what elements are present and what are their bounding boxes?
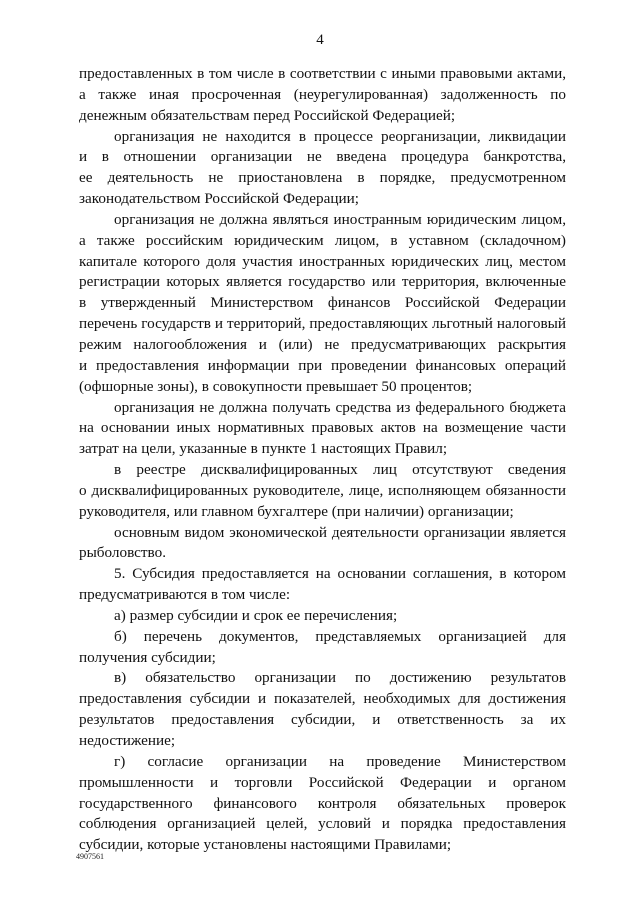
- text-line: режим налогообложения и (или) не предусматривающих раскрытия: [79, 335, 566, 353]
- text-line: и в отношении организации не введена процедура банкротства,: [79, 148, 566, 166]
- text-line: государственного финансового контроля обязательных проверок: [79, 794, 566, 812]
- text-line: рыболовство.: [79, 544, 167, 562]
- text-line: регистрации которых является государство или территория, включенные: [79, 273, 566, 291]
- text-line: капитале которого доля участия иностранных юридических лиц, местом: [79, 252, 566, 270]
- text-line: субсидии, которые установлены настоящими Правилами;: [79, 836, 452, 854]
- text-line: предусматриваются в том числе:: [79, 586, 291, 604]
- text-line: и предоставления информации при проведении финансовых операций: [79, 356, 566, 374]
- text-line: предоставленных в том числе в соответствии с иными правовыми актами,: [79, 65, 566, 82]
- text-line: о дисквалифицированных руководителе, лице, исполняющем обязанности: [79, 481, 566, 499]
- text-line: на основании иных нормативных правовых актов на возмещение части: [79, 419, 566, 437]
- paragraph: [79, 752, 566, 856]
- text-line: б) перечень документов, представляемых организацией для: [114, 627, 566, 645]
- document-body: [79, 64, 566, 856]
- paragraph: [79, 127, 566, 210]
- text-line: предоставления субсидии и показателей, необходимых для достижения: [79, 690, 566, 708]
- text-line: законодательством Российской Федерации;: [79, 190, 359, 208]
- text-line: соблюдения организацией целей, условий и порядка предоставления: [79, 815, 566, 833]
- text-line: организация не должна являться иностранным юридическим лицом,: [114, 210, 566, 228]
- document-code: 4907561: [76, 852, 104, 861]
- text-line: получения субсидии;: [79, 648, 216, 666]
- text-line: в утвержденный Министерством финансов Российской Федерации: [79, 294, 566, 312]
- paragraph: [79, 564, 566, 606]
- text-line: основным видом экономической деятельности организации является: [114, 523, 566, 541]
- text-line: в реестре дисквалифицированных лиц отсутствуют сведения: [114, 461, 566, 479]
- page-number: 4: [316, 32, 324, 48]
- text-line: а также иная просроченная (неурегулированная) задолженность по: [79, 85, 566, 103]
- text-line: перечень государств и территорий, предоставляющих льготный налоговый: [79, 315, 566, 333]
- paragraph: [79, 398, 566, 461]
- text-line: а также российским юридическим лицом, в уставном (складочном): [79, 231, 566, 249]
- text-line: г) согласие организации на проведение Министерством: [114, 752, 566, 770]
- text-line: денежным обязательствам перед Российской Федерацией;: [79, 106, 456, 124]
- paragraph: [79, 210, 566, 398]
- paragraph: [79, 627, 566, 669]
- paragraph: [79, 668, 566, 751]
- text-line: организация не должна получать средства из федерального бюджета: [114, 398, 566, 416]
- text-line: недостижение;: [79, 732, 176, 749]
- text-line: 5. Субсидия предоставляется на основании соглашения, в котором: [114, 565, 566, 583]
- text-line: организация не находится в процессе реорганизации, ликвидации: [114, 127, 566, 145]
- paragraph: [79, 64, 566, 127]
- text-line: в) обязательство организации по достижению результатов: [114, 669, 566, 687]
- text-line: результатов предоставления субсидии, и ответственность за их: [79, 711, 566, 729]
- text-line: (офшорные зоны), в совокупности превышает 50 процентов;: [79, 377, 473, 395]
- text-line: а) размер субсидии и срок ее перечисления;: [114, 606, 398, 624]
- paragraph: [79, 606, 566, 627]
- paragraph: [79, 523, 566, 565]
- text-line: руководителя, или главном бухгалтере (при наличии) организации;: [79, 502, 514, 520]
- text-line: ее деятельность не приостановлена в порядке, предусмотренном: [79, 169, 566, 187]
- text-line: затрат на цели, указанные в пункте 1 настоящих Правил;: [79, 440, 448, 458]
- paragraph: [79, 460, 566, 523]
- text-line: промышленности и торговли Российской Федерации и органом: [79, 773, 566, 791]
